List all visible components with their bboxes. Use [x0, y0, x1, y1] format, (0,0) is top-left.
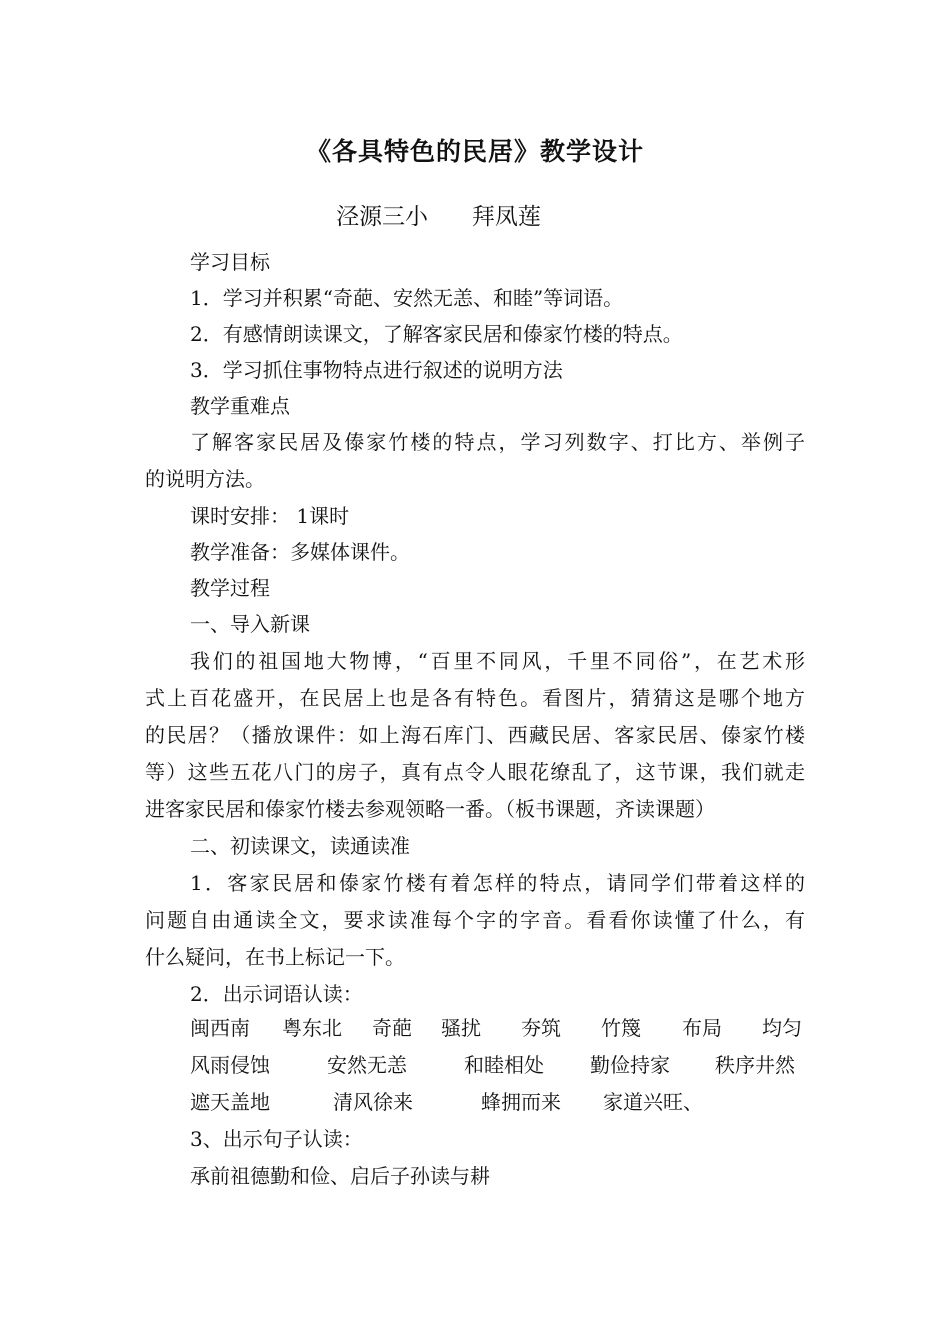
vocab-word: 风雨侵蚀	[190, 1053, 270, 1077]
vocab-word: 勤俭持家	[590, 1053, 670, 1077]
goal-item-2: 2．有感情朗读课文，了解客家民居和傣家竹楼的特点。	[190, 322, 683, 346]
sentence-line: 承前祖德勤和俭、启后子孙读与耕	[190, 1164, 490, 1188]
section-2-item-1-line-2: 问题自由通读全文，要求读准每个字的字音。看看你读懂了什么，有	[145, 908, 805, 932]
section-1-paragraph-line-3: 的民居？（播放课件：如上海石库门、西藏民居、客家民居、傣家竹楼	[145, 723, 805, 747]
schedule-line: 课时安排： 1课时	[190, 504, 350, 528]
vocab-word: 均匀	[762, 1016, 802, 1040]
section-2-item-3: 3、出示句子认读：	[190, 1127, 363, 1151]
vocab-word: 清风徐来	[333, 1090, 413, 1114]
vocab-word: 竹篾	[601, 1016, 641, 1040]
vocab-word: 家道兴旺、	[603, 1090, 703, 1114]
author-line: 泾源三小 拜凤莲	[336, 204, 541, 230]
goal-item-3: 3．学习抓住事物特点进行叙述的说明方法	[190, 358, 563, 382]
section-2-heading: 二、初读课文，读通读准	[190, 834, 410, 858]
vocab-word: 布局	[682, 1016, 722, 1040]
goals-heading: 学习目标	[190, 250, 270, 274]
vocab-word: 秩序井然	[715, 1053, 795, 1077]
section-1-paragraph-line-2: 式上百花盛开，在民居上也是各有特色。看图片，猜猜这是哪个地方	[145, 686, 805, 710]
vocab-word: 奇葩	[372, 1016, 412, 1040]
key-points-line-1: 了解客家民居及傣家竹楼的特点，学习列数字、打比方、举例子	[190, 430, 805, 454]
vocab-word: 骚扰	[441, 1016, 481, 1040]
preparation-line: 教学准备：多媒体课件。	[190, 540, 410, 564]
key-points-heading: 教学重难点	[190, 394, 290, 418]
section-2-item-2: 2．出示词语认读：	[190, 982, 363, 1006]
vocab-word: 安然无恙	[327, 1053, 407, 1077]
section-2-item-1-line-3: 什么疑问，在书上标记一下。	[145, 945, 405, 969]
section-1-paragraph-line-4: 等）这些五花八门的房子，真有点令人眼花缭乱了，这节课，我们就走	[145, 760, 805, 784]
vocab-word: 蜂拥而来	[481, 1090, 561, 1114]
section-2-item-1-line-1: 1．客家民居和傣家竹楼有着怎样的特点，请同学们带着这样的	[190, 871, 805, 895]
vocab-word: 遮天盖地	[190, 1090, 270, 1114]
section-1-heading: 一、导入新课	[190, 612, 310, 636]
vocab-word: 夯筑	[521, 1016, 561, 1040]
document-title: 《各具特色的民居》教学设计	[305, 137, 644, 166]
vocab-word: 粤东北	[282, 1016, 342, 1040]
vocab-word: 和睦相处	[464, 1053, 544, 1077]
key-points-line-2: 的说明方法。	[145, 467, 265, 491]
process-heading: 教学过程	[190, 576, 270, 600]
section-1-paragraph-line-1: 我们的祖国地大物博，“百里不同风，千里不同俗”，在艺术形	[190, 649, 805, 673]
goal-item-1: 1．学习并积累“奇葩、安然无恙、和睦”等词语。	[190, 286, 624, 310]
section-1-paragraph-line-5: 进客家民居和傣家竹楼去参观领略一番。（板书课题，齐读课题）	[145, 797, 715, 821]
vocab-word: 闽西南	[190, 1016, 250, 1040]
